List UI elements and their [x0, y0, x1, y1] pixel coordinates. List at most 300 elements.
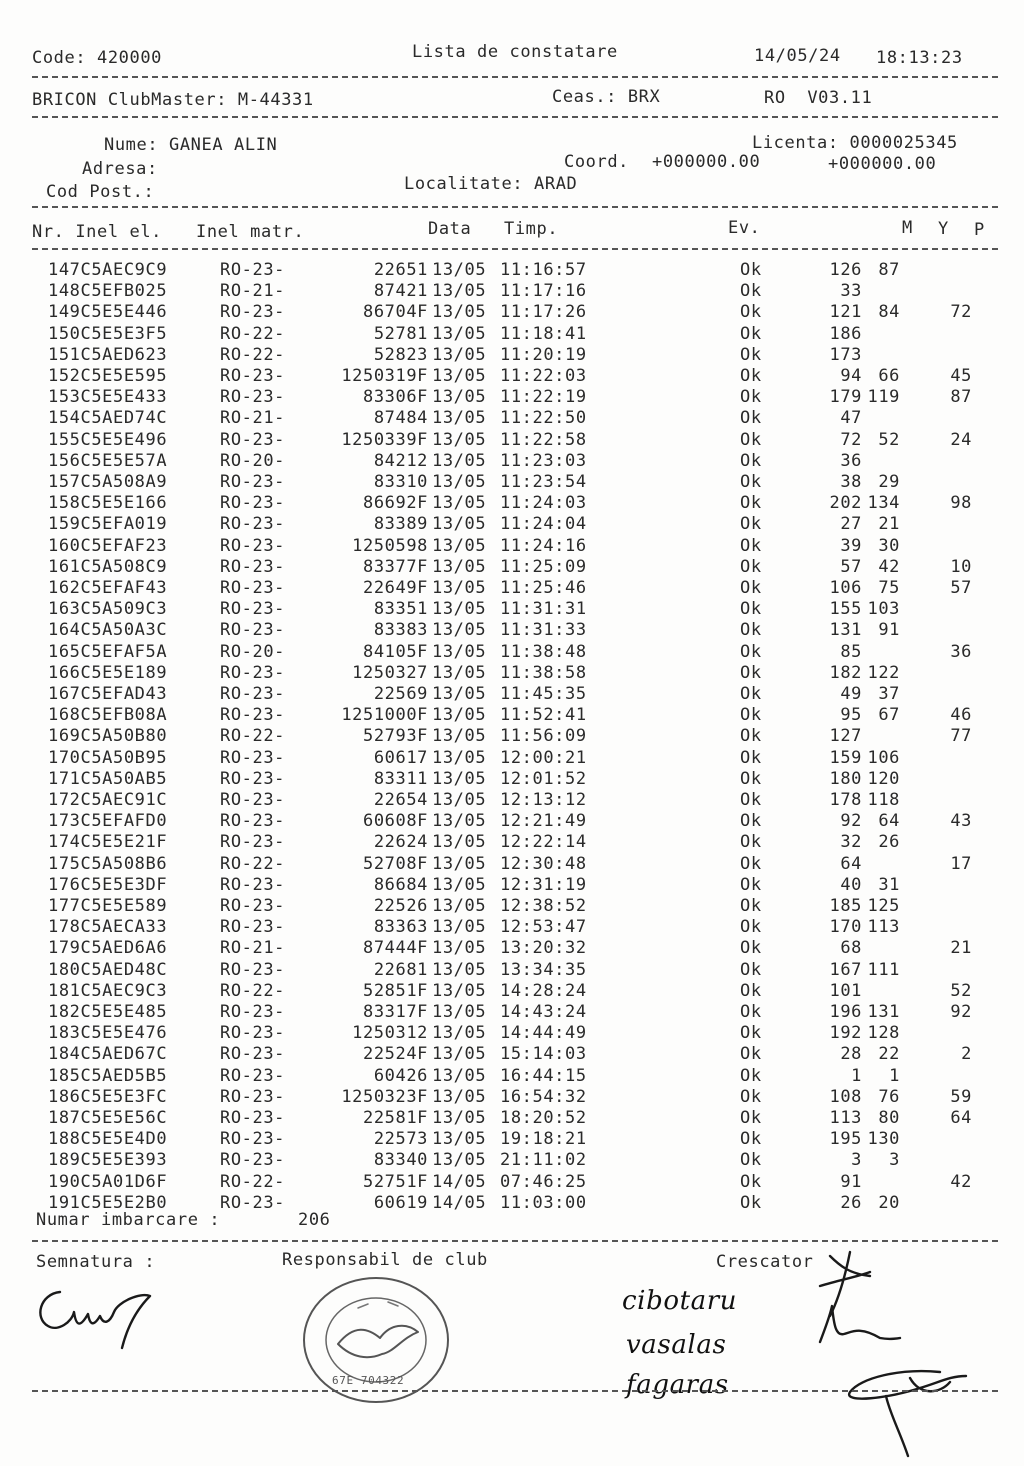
cell-date: 13/05: [432, 938, 487, 958]
cell-m: 64: [840, 854, 862, 874]
cell-date: 13/05: [432, 769, 487, 789]
cell-ring: 83340: [373, 1150, 428, 1170]
cell-m: 101: [829, 981, 862, 1001]
cell-inel-el: 182C5E5E485: [48, 1002, 168, 1022]
cell-ev: Ok: [740, 345, 762, 365]
cell-y: 3: [889, 1150, 900, 1170]
cell-prefix: RO-23-: [220, 1193, 286, 1213]
cell-inel-el: 148C5EFB025: [48, 281, 168, 301]
cell-y: 122: [867, 663, 900, 683]
cell-date: 13/05: [432, 536, 487, 556]
cell-ev: Ok: [740, 769, 762, 789]
address-label: Adresa:: [82, 159, 158, 179]
cell-p: 10: [950, 557, 972, 577]
cell-time: 11:23:03: [500, 451, 587, 471]
cell-inel-el: 181C5AEC9C3: [48, 981, 168, 1001]
cell-time: 11:22:03: [500, 366, 587, 386]
cell-y: 87: [878, 260, 900, 280]
cell-y: 52: [878, 430, 900, 450]
cell-prefix: RO-23-: [220, 493, 286, 513]
cell-p: 36: [950, 642, 972, 662]
divider: [32, 1240, 998, 1242]
cell-ring: 60619: [373, 1193, 428, 1213]
cell-inel-el: 163C5A509C3: [48, 599, 168, 619]
cell-inel-el: 173C5EFAFD0: [48, 811, 168, 831]
cell-ring: 52781: [373, 324, 428, 344]
cell-inel-el: 151C5AED623: [48, 345, 168, 365]
cell-date: 13/05: [432, 832, 487, 852]
cell-ev: Ok: [740, 557, 762, 577]
col-inel-matr: Inel matr.: [196, 222, 305, 242]
coord-y: +000000.00: [828, 154, 937, 174]
cell-ring: 83317F: [362, 1002, 428, 1022]
cell-date: 13/05: [432, 387, 487, 407]
cell-m: 178: [829, 790, 862, 810]
stamp-code: 67E 704322: [332, 1374, 405, 1387]
cell-prefix: RO-23-: [220, 620, 286, 640]
cell-m: 173: [829, 345, 862, 365]
cell-m: 185: [829, 896, 862, 916]
cell-ev: Ok: [740, 324, 762, 344]
cell-ring: 52708F: [362, 854, 428, 874]
cell-inel-el: 160C5EFAF23: [48, 536, 168, 556]
cell-prefix: RO-23-: [220, 1023, 286, 1043]
cell-date: 13/05: [432, 302, 487, 322]
cell-time: 12:30:48: [500, 854, 587, 874]
cell-prefix: RO-23-: [220, 536, 286, 556]
cell-y: 26: [878, 832, 900, 852]
cell-date: 13/05: [432, 408, 487, 428]
cell-ring: 84105F: [362, 642, 428, 662]
software-version: RO V03.11: [764, 88, 873, 108]
cell-inel-el: 159C5EFA019: [48, 514, 168, 534]
cell-inel-el: 155C5E5E496: [48, 430, 168, 450]
cell-prefix: RO-22-: [220, 345, 286, 365]
cell-time: 11:38:58: [500, 663, 587, 683]
cell-ev: Ok: [740, 726, 762, 746]
cell-inel-el: 169C5A50B80: [48, 726, 168, 746]
cell-ring: 1250319F: [341, 366, 428, 386]
cell-prefix: RO-21-: [220, 938, 286, 958]
cell-ring: 86692F: [362, 493, 428, 513]
cell-inel-el: 174C5E5E21F: [48, 832, 168, 852]
cell-prefix: RO-23-: [220, 387, 286, 407]
cell-m: 26: [840, 1193, 862, 1213]
cell-prefix: RO-23-: [220, 430, 286, 450]
cell-inel-el: 177C5E5E589: [48, 896, 168, 916]
cell-y: 106: [867, 748, 900, 768]
cell-ev: Ok: [740, 1193, 762, 1213]
cell-y: 103: [867, 599, 900, 619]
cell-ev: Ok: [740, 281, 762, 301]
cell-m: 91: [840, 1172, 862, 1192]
cell-time: 12:00:21: [500, 748, 587, 768]
cell-date: 13/05: [432, 1023, 487, 1043]
cell-time: 12:01:52: [500, 769, 587, 789]
cell-date: 13/05: [432, 684, 487, 704]
breeder-signatures: [790, 1246, 1010, 1462]
cell-y: 128: [867, 1023, 900, 1043]
cell-ring: 52851F: [362, 981, 428, 1001]
cell-ring: 60608F: [362, 811, 428, 831]
cell-time: 11:38:48: [500, 642, 587, 662]
cell-y: 125: [867, 896, 900, 916]
cell-date: 13/05: [432, 599, 487, 619]
cell-prefix: RO-23-: [220, 917, 286, 937]
cell-p: 87: [950, 387, 972, 407]
cell-ev: Ok: [740, 599, 762, 619]
cell-date: 13/05: [432, 811, 487, 831]
cell-y: 22: [878, 1044, 900, 1064]
cell-ev: Ok: [740, 938, 762, 958]
code-label: Code: 420000: [32, 48, 163, 68]
cell-inel-el: 158C5E5E166: [48, 493, 168, 513]
cell-ev: Ok: [740, 620, 762, 640]
cell-time: 16:54:32: [500, 1087, 587, 1107]
cell-inel-el: 179C5AED6A6: [48, 938, 168, 958]
cell-prefix: RO-23-: [220, 960, 286, 980]
col-nr-inel-el: Nr. Inel el.: [32, 222, 163, 242]
cell-time: 12:31:19: [500, 875, 587, 895]
cell-ev: Ok: [740, 896, 762, 916]
cell-ev: Ok: [740, 1002, 762, 1022]
cell-time: 14:44:49: [500, 1023, 587, 1043]
cell-prefix: RO-23-: [220, 811, 286, 831]
cell-inel-el: 166C5E5E189: [48, 663, 168, 683]
cell-ev: Ok: [740, 748, 762, 768]
handwritten-signature: [30, 1282, 160, 1352]
cell-m: 113: [829, 1108, 862, 1128]
cell-y: 134: [867, 493, 900, 513]
cell-time: 19:18:21: [500, 1129, 587, 1149]
cell-ring: 1250598: [352, 536, 428, 556]
cell-m: 180: [829, 769, 862, 789]
col-data: Data: [428, 219, 472, 239]
cell-time: 11:16:57: [500, 260, 587, 280]
cell-m: 68: [840, 938, 862, 958]
cell-m: 94: [840, 366, 862, 386]
cell-date: 13/05: [432, 790, 487, 810]
cell-y: 20: [878, 1193, 900, 1213]
cell-time: 11:18:41: [500, 324, 587, 344]
cell-inel-el: 165C5EFAF5A: [48, 642, 168, 662]
cell-ev: Ok: [740, 832, 762, 852]
cell-p: 46: [950, 705, 972, 725]
cell-m: 121: [829, 302, 862, 322]
cell-ring: 83383: [373, 620, 428, 640]
cell-prefix: RO-21-: [220, 408, 286, 428]
cell-ring: 1251000F: [341, 705, 428, 725]
cell-date: 13/05: [432, 281, 487, 301]
cell-prefix: RO-23-: [220, 1150, 286, 1170]
cell-ev: Ok: [740, 387, 762, 407]
cell-m: 186: [829, 324, 862, 344]
clock-id: Ceas.: BRX: [552, 87, 661, 107]
owner-name: Nume: GANEA ALIN: [104, 135, 278, 155]
postal-code-label: Cod Post.:: [46, 182, 155, 202]
cell-ev: Ok: [740, 663, 762, 683]
cell-date: 13/05: [432, 324, 487, 344]
cell-ring: 83363: [373, 917, 428, 937]
cell-prefix: RO-21-: [220, 281, 286, 301]
cell-time: 14:28:24: [500, 981, 587, 1001]
cell-date: 13/05: [432, 1044, 487, 1064]
cell-y: 84: [878, 302, 900, 322]
breeder-label: Crescator: [716, 1252, 814, 1272]
cell-m: 3: [851, 1150, 862, 1170]
cell-inel-el: 176C5E5E3DF: [48, 875, 168, 895]
cell-ev: Ok: [740, 472, 762, 492]
cell-p: 59: [950, 1087, 972, 1107]
cell-time: 11:24:04: [500, 514, 587, 534]
cell-time: 12:53:47: [500, 917, 587, 937]
club-responsible-label: Responsabil de club: [282, 1250, 488, 1270]
cell-prefix: RO-23-: [220, 366, 286, 386]
cell-y: 130: [867, 1129, 900, 1149]
cell-prefix: RO-23-: [220, 599, 286, 619]
cell-inel-el: 164C5A50A3C: [48, 620, 168, 640]
cell-inel-el: 184C5AED67C: [48, 1044, 168, 1064]
cell-date: 13/05: [432, 493, 487, 513]
cell-m: 32: [840, 832, 862, 852]
cell-m: 47: [840, 408, 862, 428]
cell-m: 57: [840, 557, 862, 577]
cell-inel-el: 183C5E5E476: [48, 1023, 168, 1043]
cell-time: 11:17:26: [500, 302, 587, 322]
cell-inel-el: 153C5E5E433: [48, 387, 168, 407]
cell-date: 13/05: [432, 1087, 487, 1107]
coord-x: +000000.00: [652, 152, 761, 172]
cell-ev: Ok: [740, 1172, 762, 1192]
cell-inel-el: 161C5A508C9: [48, 557, 168, 577]
cell-time: 11:24:16: [500, 536, 587, 556]
handwritten-name-1: cibotaru: [622, 1286, 738, 1316]
handwritten-name-2: vasalas: [626, 1330, 727, 1360]
cell-ring: 22624: [373, 832, 428, 852]
cell-ring: 83377F: [362, 557, 428, 577]
cell-ring: 22654: [373, 790, 428, 810]
cell-prefix: RO-23-: [220, 684, 286, 704]
cell-y: 120: [867, 769, 900, 789]
cell-inel-el: 189C5E5E393: [48, 1150, 168, 1170]
cell-m: 195: [829, 1129, 862, 1149]
cell-ev: Ok: [740, 1023, 762, 1043]
cell-time: 12:38:52: [500, 896, 587, 916]
cell-date: 13/05: [432, 960, 487, 980]
cell-p: 43: [950, 811, 972, 831]
cell-m: 95: [840, 705, 862, 725]
cell-ring: 83311: [373, 769, 428, 789]
cell-date: 13/05: [432, 854, 487, 874]
cell-date: 13/05: [432, 1108, 487, 1128]
boarding-count-value: 206: [298, 1210, 331, 1230]
cell-ring: 86684: [373, 875, 428, 895]
cell-p: 77: [950, 726, 972, 746]
cell-p: 64: [950, 1108, 972, 1128]
cell-p: 92: [950, 1002, 972, 1022]
cell-m: 92: [840, 811, 862, 831]
cell-m: 155: [829, 599, 862, 619]
cell-date: 13/05: [432, 896, 487, 916]
cell-prefix: RO-23-: [220, 472, 286, 492]
cell-y: 67: [878, 705, 900, 725]
cell-time: 11:52:41: [500, 705, 587, 725]
cell-p: 52: [950, 981, 972, 1001]
cell-m: 126: [829, 260, 862, 280]
cell-p: 45: [950, 366, 972, 386]
cell-inel-el: 186C5E5E3FC: [48, 1087, 168, 1107]
cell-ring: 87484: [373, 408, 428, 428]
cell-time: 16:44:15: [500, 1066, 587, 1086]
cell-ring: 22524F: [362, 1044, 428, 1064]
cell-date: 13/05: [432, 875, 487, 895]
cell-date: 13/05: [432, 1066, 487, 1086]
cell-prefix: RO-23-: [220, 302, 286, 322]
cell-time: 07:46:25: [500, 1172, 587, 1192]
cell-time: 14:43:24: [500, 1002, 587, 1022]
cell-ev: Ok: [740, 260, 762, 280]
cell-inel-el: 147C5AEC9C9: [48, 260, 168, 280]
cell-y: 29: [878, 472, 900, 492]
cell-inel-el: 188C5E5E4D0: [48, 1129, 168, 1149]
cell-ring: 84212: [373, 451, 428, 471]
cell-time: 21:11:02: [500, 1150, 587, 1170]
cell-y: 37: [878, 684, 900, 704]
cell-ring: 22526: [373, 896, 428, 916]
cell-p: 42: [950, 1172, 972, 1192]
cell-date: 13/05: [432, 472, 487, 492]
cell-y: 111: [867, 960, 900, 980]
cell-y: 119: [867, 387, 900, 407]
cell-ring: 52823: [373, 345, 428, 365]
cell-prefix: RO-23-: [220, 1066, 286, 1086]
cell-y: 80: [878, 1108, 900, 1128]
cell-time: 15:14:03: [500, 1044, 587, 1064]
cell-date: 13/05: [432, 578, 487, 598]
cell-m: 36: [840, 451, 862, 471]
cell-inel-el: 157C5A508A9: [48, 472, 168, 492]
cell-y: 131: [867, 1002, 900, 1022]
col-m: M: [902, 218, 913, 238]
cell-m: 85: [840, 642, 862, 662]
cell-prefix: RO-22-: [220, 854, 286, 874]
cell-p: 98: [950, 493, 972, 513]
cell-m: 202: [829, 493, 862, 513]
cell-inel-el: 168C5EFB08A: [48, 705, 168, 725]
cell-y: 31: [878, 875, 900, 895]
cell-date: 13/05: [432, 260, 487, 280]
cell-time: 11:22:19: [500, 387, 587, 407]
club-master: BRICON ClubMaster: M-44331: [32, 90, 314, 110]
cell-prefix: RO-23-: [220, 663, 286, 683]
cell-ev: Ok: [740, 705, 762, 725]
cell-inel-el: 191C5E5E2B0: [48, 1193, 168, 1213]
boarding-count-label: Numar imbarcare :: [36, 1210, 221, 1230]
cell-inel-el: 149C5E5E446: [48, 302, 168, 322]
col-timp: Timp.: [504, 219, 559, 239]
cell-prefix: RO-23-: [220, 769, 286, 789]
cell-ev: Ok: [740, 960, 762, 980]
cell-m: 192: [829, 1023, 862, 1043]
cell-time: 11:20:19: [500, 345, 587, 365]
cell-ev: Ok: [740, 430, 762, 450]
locality: Localitate: ARAD: [404, 174, 578, 194]
cell-m: 106: [829, 578, 862, 598]
handwritten-name-3: fagaras: [626, 1370, 729, 1400]
cell-prefix: RO-23-: [220, 748, 286, 768]
cell-prefix: RO-22-: [220, 981, 286, 1001]
cell-inel-el: 171C5A50AB5: [48, 769, 168, 789]
cell-date: 13/05: [432, 1129, 487, 1149]
cell-inel-el: 150C5E5E3F5: [48, 324, 168, 344]
cell-ring: 83310: [373, 472, 428, 492]
cell-prefix: RO-22-: [220, 1172, 286, 1192]
cell-ev: Ok: [740, 917, 762, 937]
cell-time: 12:13:12: [500, 790, 587, 810]
cell-ev: Ok: [740, 366, 762, 386]
cell-time: 11:24:03: [500, 493, 587, 513]
col-p: P: [974, 220, 985, 240]
cell-date: 13/05: [432, 748, 487, 768]
cell-m: 72: [840, 430, 862, 450]
cell-inel-el: 172C5AEC91C: [48, 790, 168, 810]
cell-time: 11:31:31: [500, 599, 587, 619]
cell-ev: Ok: [740, 684, 762, 704]
cell-ring: 22649F: [362, 578, 428, 598]
cell-y: 113: [867, 917, 900, 937]
cell-y: 1: [889, 1066, 900, 1086]
cell-time: 13:34:35: [500, 960, 587, 980]
cell-ev: Ok: [740, 408, 762, 428]
cell-ring: 83306F: [362, 387, 428, 407]
cell-time: 18:20:52: [500, 1108, 587, 1128]
cell-ring: 22581F: [362, 1108, 428, 1128]
cell-inel-el: 178C5AECA33: [48, 917, 168, 937]
cell-date: 13/05: [432, 451, 487, 471]
cell-inel-el: 152C5E5E595: [48, 366, 168, 386]
cell-m: 179: [829, 387, 862, 407]
cell-inel-el: 175C5A508B6: [48, 854, 168, 874]
cell-ring: 86704F: [362, 302, 428, 322]
cell-y: 118: [867, 790, 900, 810]
cell-ring: 1250323F: [341, 1087, 428, 1107]
cell-ring: 22651: [373, 260, 428, 280]
cell-time: 11:45:35: [500, 684, 587, 704]
cell-prefix: RO-23-: [220, 705, 286, 725]
cell-time: 11:25:46: [500, 578, 587, 598]
cell-ev: Ok: [740, 854, 762, 874]
cell-time: 11:17:16: [500, 281, 587, 301]
cell-y: 42: [878, 557, 900, 577]
cell-date: 13/05: [432, 705, 487, 725]
cell-prefix: RO-22-: [220, 726, 286, 746]
cell-prefix: RO-23-: [220, 1108, 286, 1128]
cell-ev: Ok: [740, 1150, 762, 1170]
cell-date: 13/05: [432, 917, 487, 937]
cell-ring: 22569: [373, 684, 428, 704]
cell-ev: Ok: [740, 578, 762, 598]
cell-prefix: RO-23-: [220, 578, 286, 598]
cell-time: 11:22:58: [500, 430, 587, 450]
cell-m: 49: [840, 684, 862, 704]
cell-y: 91: [878, 620, 900, 640]
cell-inel-el: 185C5AED5B5: [48, 1066, 168, 1086]
cell-ring: 22573: [373, 1129, 428, 1149]
col-y: Y: [938, 219, 949, 239]
cell-ev: Ok: [740, 981, 762, 1001]
cell-date: 13/05: [432, 430, 487, 450]
cell-ev: Ok: [740, 493, 762, 513]
